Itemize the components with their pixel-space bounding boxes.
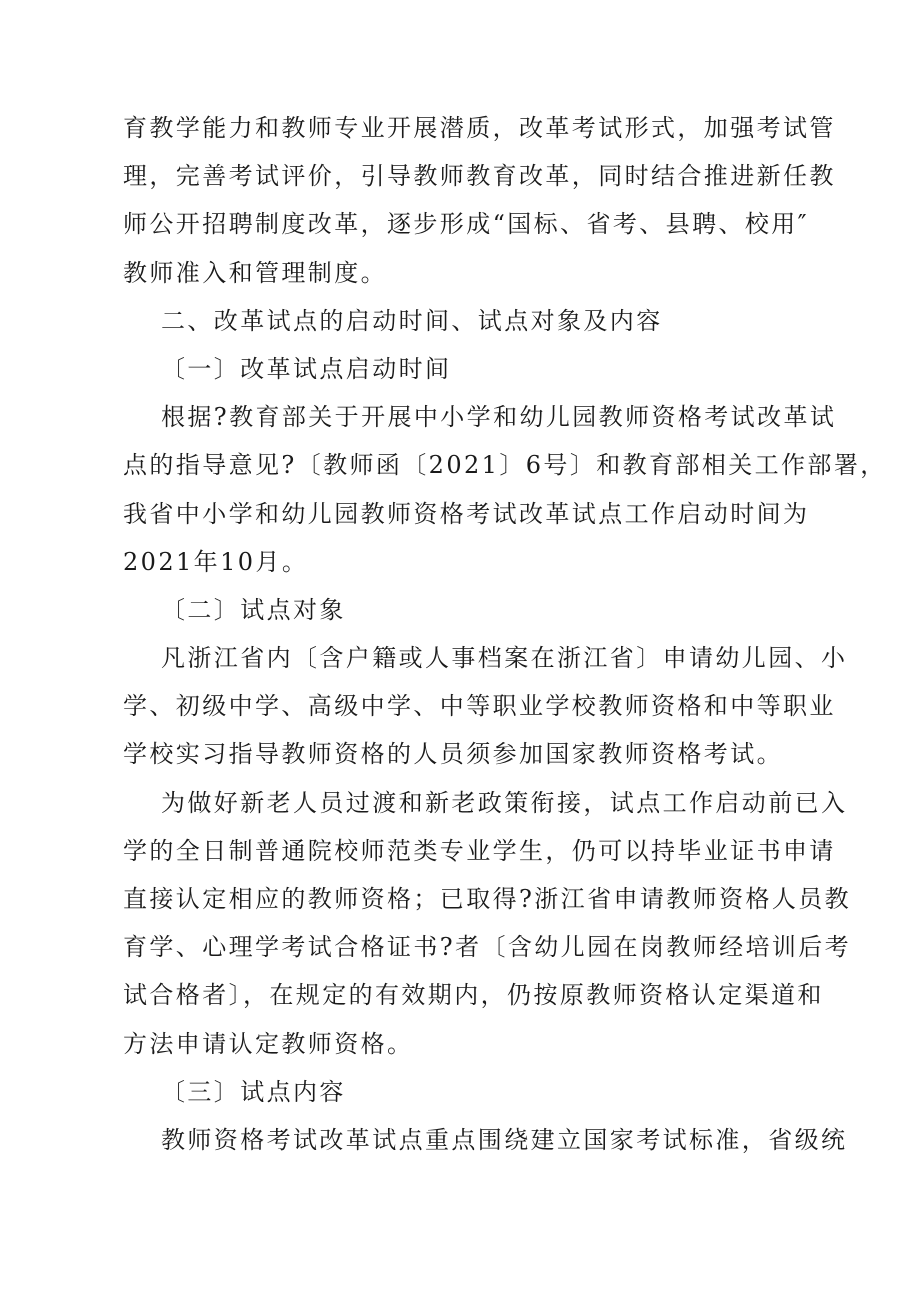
text-line: 学、初级中学、高级中学、中等职业学校教师资格和中等职业 <box>123 692 836 721</box>
text-line: 2021年10月。 <box>123 547 309 576</box>
subsection-heading: 〔二〕试点对象 <box>161 595 346 624</box>
text-line: 点的指导意见?〔教师函〔2021〕6号〕和教育部相关工作部署， <box>123 451 887 480</box>
paragraph-start: 凡浙江省内〔含户籍或人事档案在浙江省〕申请幼儿园、小 <box>161 644 848 673</box>
document-body <box>123 104 887 1164</box>
paragraph-start: 根据?教育部关于开展中小学和幼儿园教师资格考试改革试 <box>161 403 837 432</box>
section-heading: 二、改革试点的启动时间、试点对象及内容 <box>161 306 663 335</box>
text-line: 育学、心理学考试合格证书?者〔含幼儿园在岗教师经培训后考 <box>123 933 852 962</box>
text-line: 学校实习指导教师资格的人员须参加国家教师资格考试。 <box>123 740 783 769</box>
text-line: 我省中小学和幼儿园教师资格考试改革试点工作启动时间为 <box>123 499 810 528</box>
paragraph-start: 为做好新老人员过渡和新老政策衔接，试点工作启动前已入 <box>161 788 848 817</box>
paragraph-start: 教师资格考试改革试点重点围绕建立国家考试标准，省级统 <box>161 1125 848 1154</box>
text-line: 学的全日制普通院校师范类专业学生，仍可以持毕业证书申请 <box>123 836 836 865</box>
text-line: 理，完善考试评价，引导教师教育改革，同时结合推进新任教 <box>123 162 836 191</box>
text-line: 师公开招聘制度改革，逐步形成“国标、省考、县聘、校用″ <box>123 210 810 239</box>
text-line: 教师准入和管理制度。 <box>123 258 387 287</box>
text-line: 方法申请认定教师资格。 <box>123 1029 414 1058</box>
subsection-heading: 〔三〕试点内容 <box>161 1077 346 1106</box>
text-line: 试合格者〕，在规定的有效期内，仍按原教师资格认定渠道和 <box>123 981 824 1010</box>
text-line: 育教学能力和教师专业开展潜质，改革考试形式，加强考试管 <box>123 114 836 142</box>
subsection-heading: 〔一〕改革试点启动时间 <box>161 354 452 383</box>
text-line: 直接认定相应的教师资格；已取得?浙江省申请教师资格人员教 <box>123 885 852 913</box>
